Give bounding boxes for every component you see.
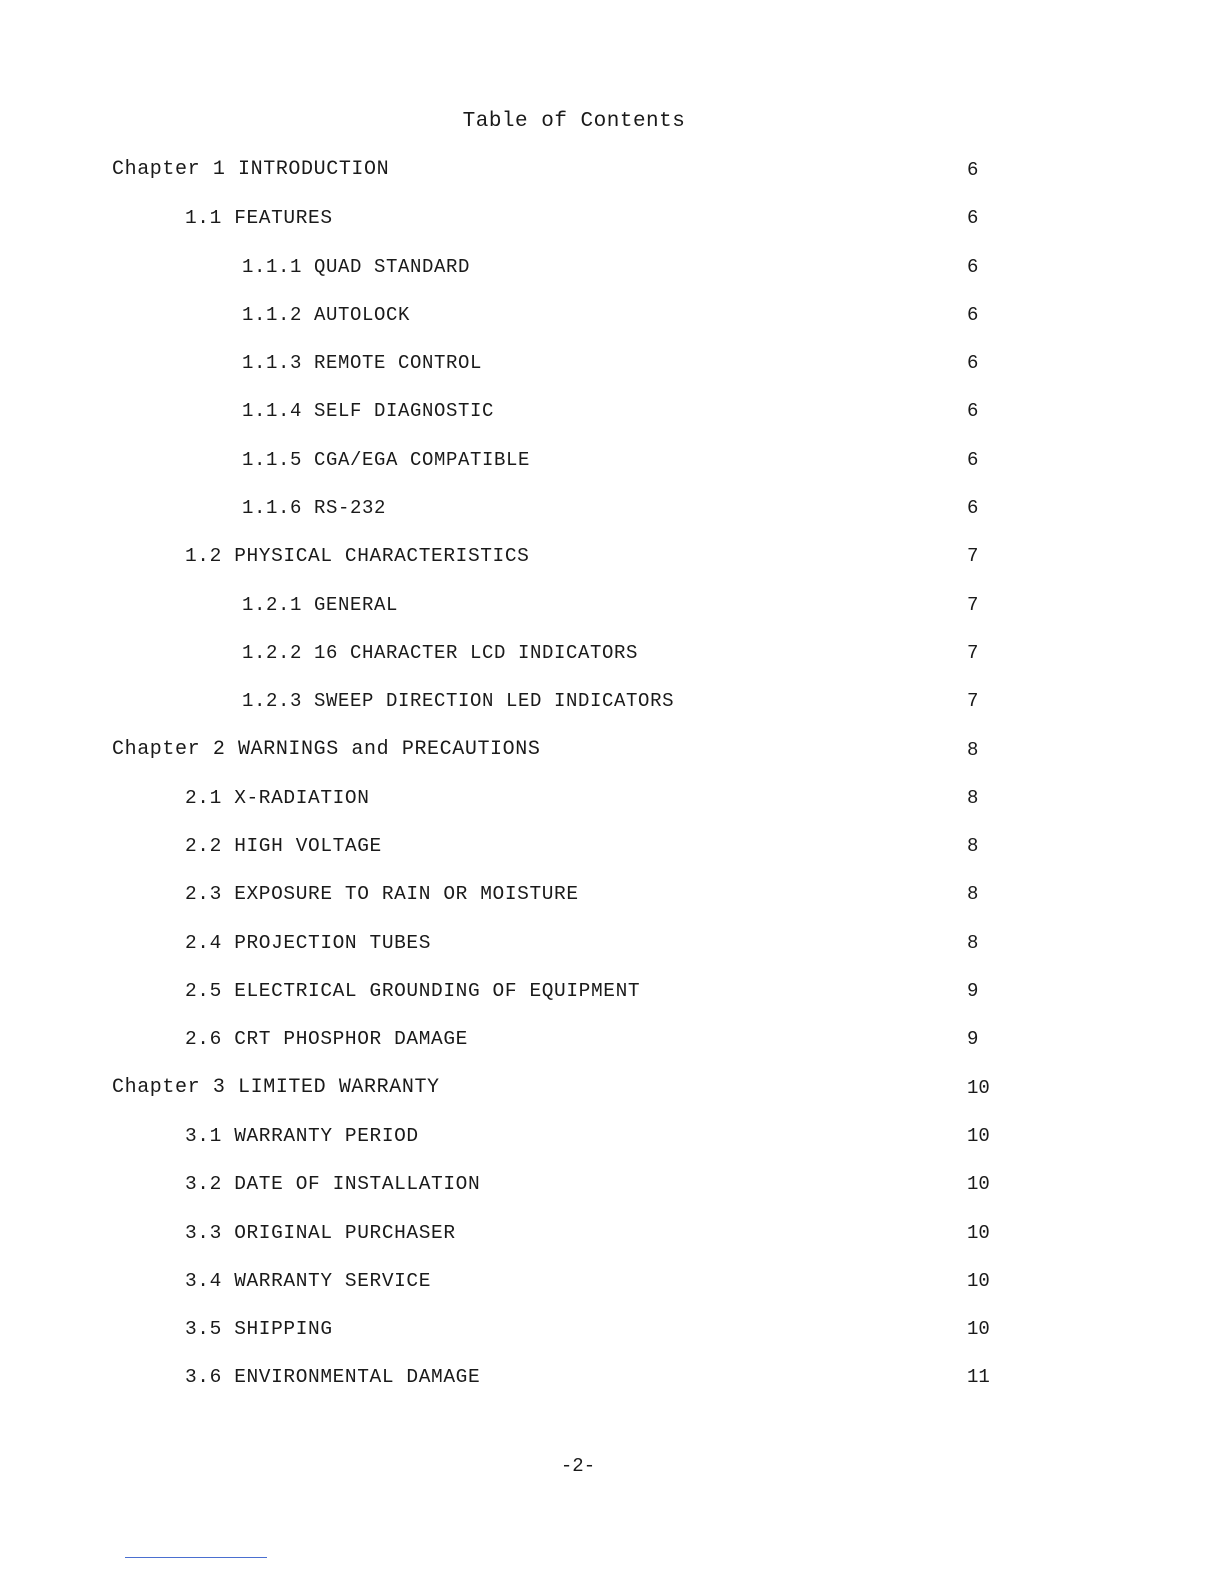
toc-entry-title: Chapter 3 LIMITED WARRANTY <box>112 1075 440 1099</box>
toc-entry-title: 2.1 X-RADIATION <box>185 786 370 809</box>
toc-entry-title: 1.1.2 AUTOLOCK <box>242 303 411 326</box>
toc-entry-page: 10 <box>967 1173 990 1196</box>
toc-section-entry <box>0 1215 1224 1263</box>
toc-entry-title: 1.1.3 REMOTE CONTROL <box>242 352 483 375</box>
toc-entry-page: 9 <box>967 980 979 1003</box>
toc-entry-page: 6 <box>967 400 979 423</box>
page-number: -2- <box>560 1455 596 1477</box>
toc-entry-page: 9 <box>967 1028 979 1051</box>
toc-entry-title: 3.4 WARRANTY SERVICE <box>185 1269 432 1292</box>
toc-entry-page: 6 <box>967 448 979 471</box>
toc-section-entry <box>0 876 1224 924</box>
toc-section-entry <box>0 249 1224 297</box>
toc-entry-title: 2.2 HIGH VOLTAGE <box>185 835 382 858</box>
table-of-contents <box>0 152 1224 1408</box>
toc-entry-page: 7 <box>967 593 979 616</box>
toc-entry-title: 2.4 PROJECTION TUBES <box>185 931 432 954</box>
toc-entry-page: 8 <box>967 883 979 906</box>
toc-entry-page: 6 <box>967 497 979 520</box>
page-title: Table of Contents <box>462 110 686 133</box>
toc-chapter-entry <box>0 152 1224 200</box>
toc-section-entry <box>0 1118 1224 1166</box>
toc-chapter-entry <box>0 1070 1224 1118</box>
toc-entry-page: 7 <box>967 641 979 664</box>
toc-entry-title: 2.6 CRT PHOSPHOR DAMAGE <box>185 1028 468 1051</box>
toc-entry-title: 1.2.1 GENERAL <box>242 593 399 616</box>
toc-entry-title: 1.1 FEATURES <box>185 207 333 230</box>
toc-section-entry <box>0 1263 1224 1311</box>
toc-section-entry <box>0 973 1224 1021</box>
toc-entry-page: 10 <box>967 1318 990 1341</box>
toc-entry-page: 6 <box>967 159 979 181</box>
toc-entry-title: 3.5 SHIPPING <box>185 1318 333 1341</box>
toc-entry-title: 2.5 ELECTRICAL GROUNDING OF EQUIPMENT <box>185 980 641 1003</box>
toc-section-entry <box>0 587 1224 635</box>
toc-entry-page: 10 <box>967 1124 990 1147</box>
toc-entry-page: 8 <box>967 738 979 761</box>
toc-section-entry <box>0 780 1224 828</box>
toc-section-entry <box>0 1311 1224 1359</box>
toc-section-entry <box>0 925 1224 973</box>
toc-entry-page: 11 <box>967 1366 990 1389</box>
toc-entry-page: 8 <box>967 931 979 954</box>
toc-entry-title: 1.1.1 QUAD STANDARD <box>242 255 471 278</box>
toc-section-entry <box>0 490 1224 538</box>
toc-section-entry <box>0 683 1224 731</box>
toc-entry-title: Chapter 2 WARNINGS and PRECAUTIONS <box>112 737 541 761</box>
toc-entry-page: 7 <box>967 690 979 713</box>
toc-entry-title: 2.3 EXPOSURE TO RAIN OR MOISTURE <box>185 883 579 906</box>
toc-entry-title: 3.6 ENVIRONMENTAL DAMAGE <box>185 1366 481 1389</box>
toc-section-entry <box>0 1166 1224 1214</box>
toc-entry-page: 7 <box>967 545 979 568</box>
toc-entry-title: Chapter 1 INTRODUCTION <box>112 158 390 181</box>
toc-entry-title: 1.1.5 CGA/EGA COMPATIBLE <box>242 448 531 471</box>
toc-entry-page: 8 <box>967 786 979 809</box>
toc-entry-title: 3.1 WARRANTY PERIOD <box>185 1124 419 1147</box>
toc-entry-title: 3.3 ORIGINAL PURCHASER <box>185 1221 456 1244</box>
toc-entry-page: 6 <box>967 207 979 230</box>
toc-section-entry <box>0 393 1224 441</box>
toc-chapter-entry <box>0 732 1224 780</box>
toc-entry-page: 6 <box>967 255 979 278</box>
toc-section-entry <box>0 635 1224 683</box>
toc-entry-title: 1.1.6 RS-232 <box>242 497 387 520</box>
toc-entry-page: 6 <box>967 303 979 326</box>
toc-entry-title: 1.2 PHYSICAL CHARACTERISTICS <box>185 545 530 568</box>
toc-section-entry <box>0 538 1224 586</box>
toc-entry-page: 10 <box>967 1221 990 1244</box>
toc-section-entry <box>0 442 1224 490</box>
toc-entry-page: 8 <box>967 835 979 858</box>
toc-entry-title: 1.2.3 SWEEP DIRECTION LED INDICATORS <box>242 690 675 713</box>
toc-entry-page: 10 <box>967 1076 990 1099</box>
toc-entry-title: 1.2.2 16 CHARACTER LCD INDICATORS <box>242 641 639 664</box>
toc-section-entry <box>0 297 1224 345</box>
toc-section-entry <box>0 1021 1224 1069</box>
toc-entry-title: 3.2 DATE OF INSTALLATION <box>185 1173 481 1196</box>
toc-entry-page: 10 <box>967 1269 990 1292</box>
toc-section-entry <box>0 345 1224 393</box>
toc-section-entry <box>0 200 1224 248</box>
toc-section-entry <box>0 828 1224 876</box>
toc-entry-page: 6 <box>967 352 979 375</box>
toc-entry-title: 1.1.4 SELF DIAGNOSTIC <box>242 400 495 423</box>
toc-section-entry <box>0 1359 1224 1407</box>
footnote-rule <box>125 1557 267 1558</box>
